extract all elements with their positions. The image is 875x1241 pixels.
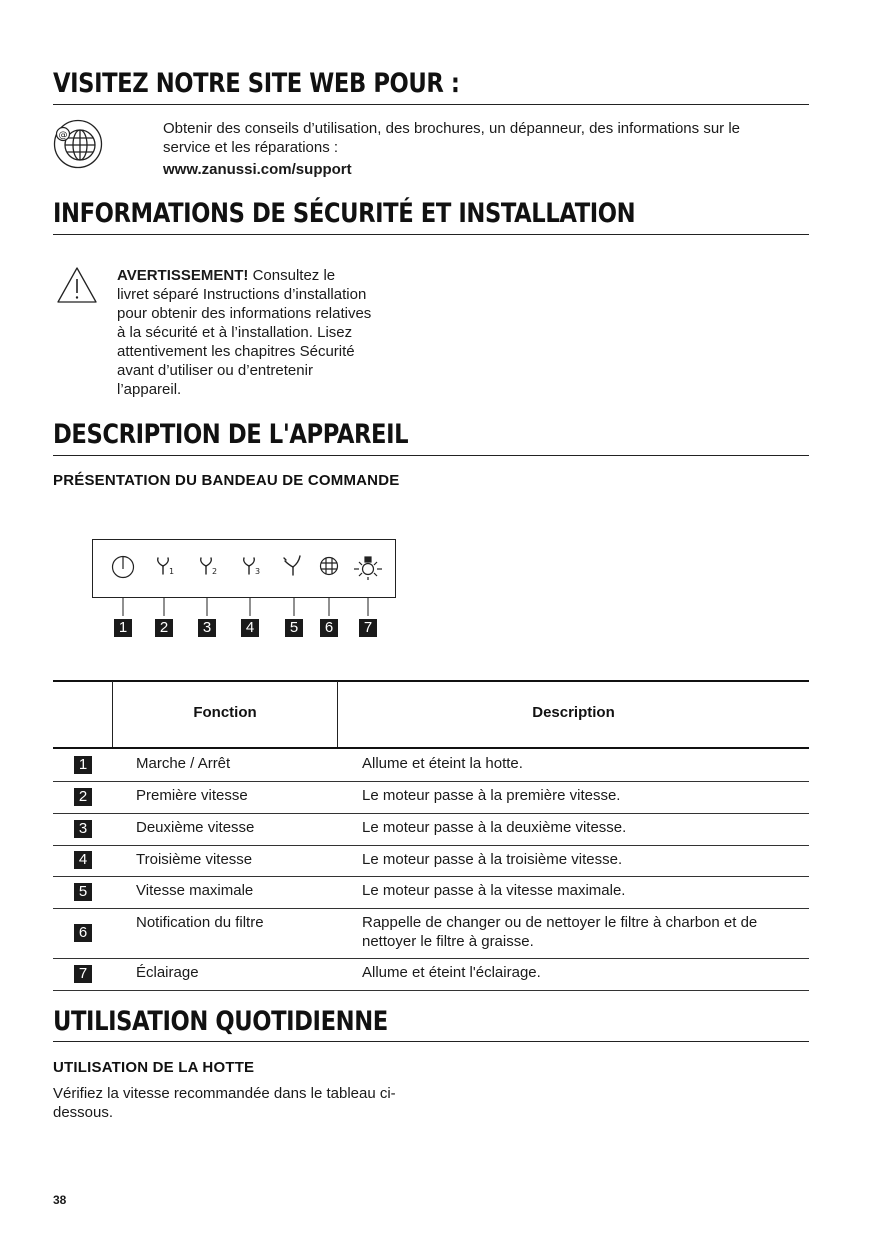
warning-text: Consultez le xyxy=(252,267,336,284)
support-link[interactable]: www.zanussi.com/support xyxy=(163,161,352,178)
row-number-badge: 3 xyxy=(74,820,92,838)
daily-use-heading: UTILISATION QUOTIDIENNE xyxy=(53,1006,388,1037)
row-description: Rappelle de changer ou de nettoyer le filtre à charbon et de xyxy=(362,914,758,931)
table-top-border xyxy=(53,680,809,682)
table-header-border xyxy=(53,747,809,749)
website-text-line-1: Obtenir des conseils d’utilisation, des brochures, un dépanneur, des informations sur le xyxy=(163,120,740,137)
warning-line-5: attentivement les chapitres Sécurité xyxy=(117,343,355,360)
warning-line-7: l’appareil. xyxy=(117,381,182,398)
panel-label-5: 5 xyxy=(285,619,303,637)
hood-usage-text-line-2: dessous. xyxy=(53,1104,114,1121)
website-text-line-2: service et les réparations : xyxy=(163,139,339,156)
row-divider xyxy=(53,845,809,846)
row-function: Vitesse maximale xyxy=(136,882,254,899)
heading-divider xyxy=(53,234,809,235)
control-panel-subheading: PRÉSENTATION DU BANDEAU DE COMMANDE xyxy=(53,472,400,489)
warning-label: AVERTISSEMENT! xyxy=(117,267,249,284)
hood-usage-text-line-1: Vérifiez la vitesse recommandée dans le tableau ci- xyxy=(53,1085,396,1102)
row-function: Troisième vitesse xyxy=(136,851,253,868)
svg-text:2: 2 xyxy=(212,567,218,576)
panel-label-2: 2 xyxy=(155,619,173,637)
table-bottom-border xyxy=(53,990,809,991)
row-divider xyxy=(53,876,809,877)
row-description: Le moteur passe à la vitesse maximale. xyxy=(362,882,626,899)
row-description: Allume et éteint l'éclairage. xyxy=(362,964,541,981)
row-number-badge: 6 xyxy=(74,924,92,942)
row-number-badge: 5 xyxy=(74,883,92,901)
warning-line-3: pour obtenir des informations relatives xyxy=(117,305,372,322)
panel-label-6: 6 xyxy=(320,619,338,637)
row-number-badge: 1 xyxy=(74,756,92,774)
row-description: Le moteur passe à la deuxième vitesse. xyxy=(362,819,627,836)
svg-text:3: 3 xyxy=(255,567,261,576)
table-header-function: Fonction xyxy=(193,704,257,721)
row-description: Allume et éteint la hotte. xyxy=(362,755,523,772)
row-description: Le moteur passe à la première vitesse. xyxy=(362,787,621,804)
row-divider xyxy=(53,781,809,782)
page-number: 38 xyxy=(53,1193,67,1207)
row-function: Notification du filtre xyxy=(136,914,264,931)
row-divider xyxy=(53,813,809,814)
row-function: Marche / Arrêt xyxy=(136,755,231,772)
warning-line-2: livret séparé Instructions d’installation xyxy=(117,286,367,303)
table-header-description: Description xyxy=(532,704,615,721)
heading-divider xyxy=(53,104,809,105)
globe-at-icon xyxy=(53,119,103,169)
safety-heading: INFORMATIONS DE SÉCURITÉ ET INSTALLATION xyxy=(53,198,636,229)
heading-divider xyxy=(53,455,809,456)
warning-triangle-icon xyxy=(56,266,98,304)
row-function: Deuxième vitesse xyxy=(136,819,255,836)
description-heading: DESCRIPTION DE L'APPAREIL xyxy=(53,419,409,450)
panel-label-7: 7 xyxy=(359,619,377,637)
heading-divider xyxy=(53,1041,809,1042)
panel-label-3: 3 xyxy=(198,619,216,637)
website-heading: VISITEZ NOTRE SITE WEB POUR : xyxy=(53,68,460,99)
hood-usage-subheading: UTILISATION DE LA HOTTE xyxy=(53,1059,255,1076)
warning-line-6: avant d’utiliser ou d’entretenir xyxy=(117,362,313,379)
row-function: Éclairage xyxy=(136,964,199,981)
row-number-badge: 2 xyxy=(74,788,92,806)
row-divider xyxy=(53,958,809,959)
svg-text:@: @ xyxy=(58,130,68,141)
warning-line-4: à la sécurité et à l’installation. Lisez xyxy=(117,324,353,341)
row-description: Le moteur passe à la troisième vitesse. xyxy=(362,851,623,868)
row-description-cont: nettoyer le filtre à graisse. xyxy=(362,933,534,950)
svg-text:1: 1 xyxy=(169,567,175,576)
row-number-badge: 7 xyxy=(74,965,92,983)
panel-label-1: 1 xyxy=(114,619,132,637)
row-number-badge: 4 xyxy=(74,851,92,869)
row-divider xyxy=(53,908,809,909)
warning-line-1 xyxy=(117,266,335,285)
panel-label-4: 4 xyxy=(241,619,259,637)
row-function: Première vitesse xyxy=(136,787,248,804)
